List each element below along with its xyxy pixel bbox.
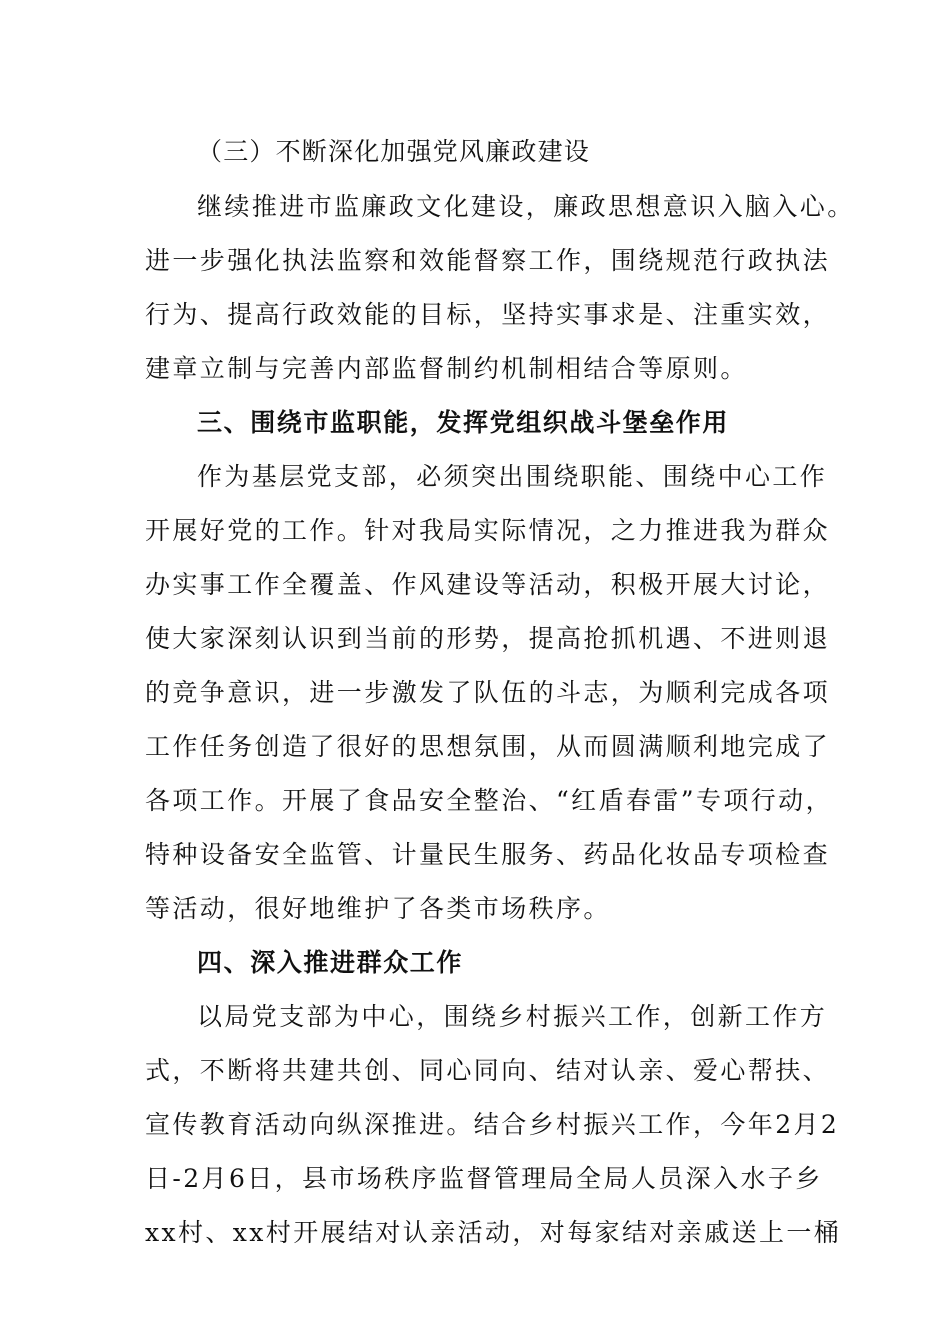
paragraph-line: 行为、提高行政效能的目标，坚持实事求是、注重实效， bbox=[145, 300, 831, 329]
paragraph-line: xx村、xx村开展结对认亲活动，对每家结对亲戚送上一桶 bbox=[145, 1218, 842, 1247]
paragraph-line: 的竞争意识，进一步激发了队伍的斗志，为顺利完成各项 bbox=[145, 678, 831, 707]
paragraph-line: 继续推进市监廉政文化建设，廉政思想意识入脑入心。 bbox=[197, 192, 855, 221]
paragraph-line: 等活动，很好地维护了各类市场秩序。 bbox=[145, 894, 611, 923]
subsection-heading: （三）不断深化加强党风廉政建设 bbox=[197, 137, 591, 166]
paragraph-line: 宣传教育活动向纵深推进。结合乡村振兴工作，今年2月2 bbox=[145, 1110, 840, 1139]
paragraph-line: 作为基层党支部，必须突出围绕职能、围绕中心工作 bbox=[197, 462, 828, 491]
paragraph-line: 建章立制与完善内部监督制约机制相结合等原则。 bbox=[145, 354, 748, 383]
paragraph-line: 日-2月6日，县市场秩序监督管理局全局人员深入水子乡 bbox=[145, 1164, 823, 1193]
paragraph-line: 进一步强化执法监察和效能督察工作，围绕规范行政执法 bbox=[145, 246, 831, 275]
section-heading: 三、围绕市监职能，发挥党组织战斗堡垒作用 bbox=[197, 408, 730, 437]
paragraph-line: 开展好党的工作。针对我局实际情况，之力推进我为群众 bbox=[145, 516, 831, 545]
paragraph-line: 使大家深刻认识到当前的形势，提高抢抓机遇、不进则退 bbox=[145, 624, 831, 653]
paragraph-line: 以局党支部为中心，围绕乡村振兴工作，创新工作方 bbox=[197, 1002, 828, 1031]
paragraph-line: 特种设备安全监管、计量民生服务、药品化妆品专项检查 bbox=[145, 840, 831, 869]
paragraph-line: 各项工作。开展了食品安全整治、“红盾春雷”专项行动， bbox=[145, 786, 833, 815]
section-heading: 四、深入推进群众工作 bbox=[197, 948, 464, 977]
paragraph-line: 式，不断将共建共创、同心同向、结对认亲、爱心帮扶、 bbox=[145, 1056, 831, 1085]
paragraph-line: 工作任务创造了很好的思想氛围，从而圆满顺利地完成了 bbox=[145, 732, 831, 761]
paragraph-line: 办实事工作全覆盖、作风建设等活动，积极开展大讨论， bbox=[145, 570, 831, 599]
